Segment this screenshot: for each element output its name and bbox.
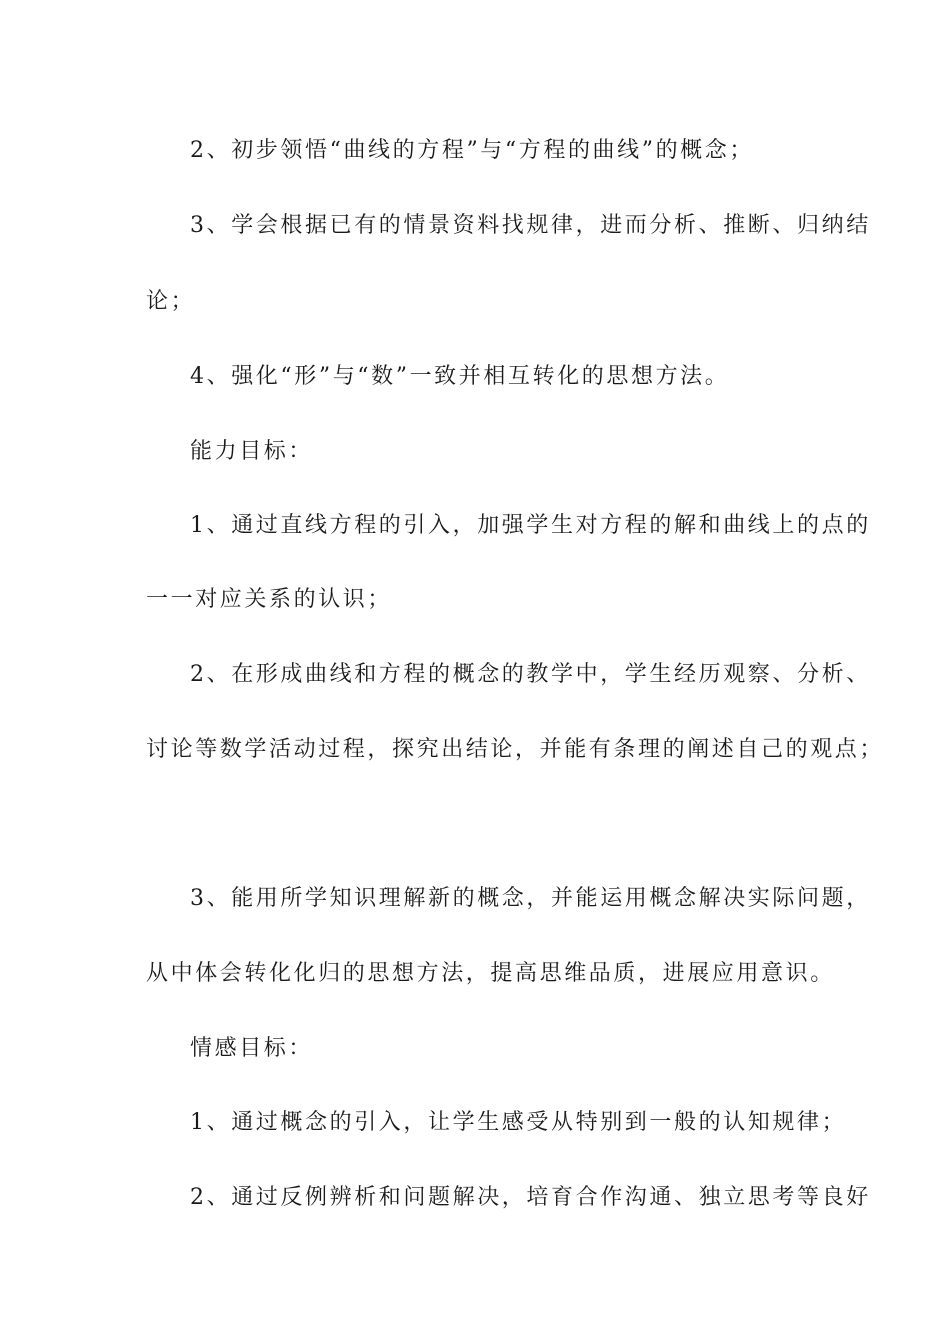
text-line: 1、通过概念的引入，让学生感受从特别到一般的认知规律；	[190, 1110, 847, 1135]
text-line: 一一对应关系的认识；	[146, 587, 393, 612]
text-line: 论；	[146, 289, 196, 314]
text-line: 2、在形成曲线和方程的概念的教学中，学生经历观察、分析、	[190, 662, 871, 687]
text-line: 4、强化“形”与“数”一致并相互转化的思想方法。	[190, 364, 730, 389]
text-line: 3、能用所学知识理解新的概念，并能运用概念解决实际问题，	[190, 886, 871, 911]
text-line: 2、通过反例辨析和问题解决，培育合作沟通、独立思考等良好	[190, 1185, 871, 1210]
section-heading: 能力目标：	[190, 439, 314, 464]
text-line: 讨论等数学活动过程，探究出结论，并能有条理的阐述自己的观点；	[146, 737, 885, 762]
text-line: 3、学会根据已有的情景资料找规律，进而分析、推断、归纳结	[190, 213, 871, 238]
section-heading: 情感目标：	[190, 1036, 314, 1061]
text-line: 2、初步领悟“曲线的方程”与“方程的曲线”的概念；	[190, 138, 754, 163]
text-line: 从中体会转化化归的思想方法，提高思维品质，进展应用意识。	[146, 961, 835, 986]
text-line: 1、通过直线方程的引入，加强学生对方程的解和曲线上的点的	[190, 513, 871, 538]
